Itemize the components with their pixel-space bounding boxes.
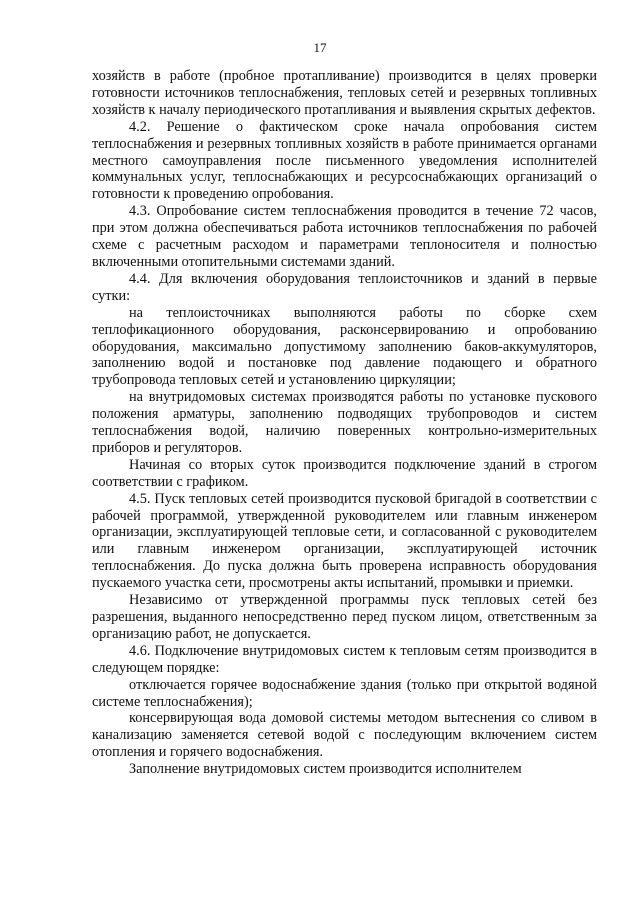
body-text [92, 68, 597, 778]
paragraph-permission: Независимо от утвержденной программы пуск тепловых сетей без разрешения, выданного непосредственно перед пуском лицом, ответственным за организацию работ, не допускается. [92, 592, 597, 642]
paragraph-hot-water-off: отключается горячее водоснабжение здания (только при открытой водяной системе теплоснабжения); [92, 676, 597, 710]
paragraph-second-day: Начиная со вторых суток производится подключение зданий в строгом соответствии с графиком. [92, 456, 597, 490]
paragraph-in-house-systems: на внутридомовых системах производятся работы по установке пускового положения арматуры, заполнению подводящих трубопроводов и систем теплоснабжения водой, наличию поверенных контрольно-измерительных приборов и регуляторов. [92, 389, 597, 456]
paragraph-4-6: 4.6. Подключение внутридомовых систем к тепловым сетям производится в следующем порядке: [92, 642, 597, 676]
paragraph-filling: Заполнение внутридомовых систем производится исполнителем [129, 761, 522, 778]
page-number: 17 [313, 40, 327, 55]
paragraph-4-2: 4.2. Решение о фактическом сроке начала опробования систем теплоснабжения и резервных топливных хозяйств в работе принимается органами местного самоуправления после письменного уведомления исполнителей коммунальных услуг, теплоснабжающих и ресурсоснабжающих организаций о готовности к проведению опробования. [92, 118, 597, 203]
paragraph-4-3: 4.3. Опробование систем теплоснабжения проводится в течение 72 часов, при этом должна обеспечиваться работа источников теплоснабжения по рабочей схеме с расчетным расходом и параметрами теплоносителя и полностью включенными отопительными системами зданий. [92, 203, 597, 270]
paragraph-4-4: 4.4. Для включения оборудования теплоисточников и зданий в первые сутки: [92, 270, 597, 304]
paragraph-preserving-water: консервирующая вода домовой системы методом вытеснения со сливом в канализацию заменяется сетевой водой с последующим включением систем отопления и горячего водоснабжения. [92, 710, 597, 761]
paragraph-heat-sources: на теплоисточниках выполняются работы по сборке схем теплофикационного оборудования, расконсервированию и опробованию оборудования, максимально допустимому заполнению баков-аккумуляторов, заполнению водой и постановке под давление подающего и обратного трубопровода тепловых сетей и установлению циркуляции; [92, 304, 597, 389]
paragraph-continuation: хозяйств в работе (пробное протапливание) производится в целях проверки готовности источников теплоснабжения, тепловых сетей и резервных топливных хозяйств к началу периодического протапливания и выявления скрытых дефектов. [92, 68, 597, 118]
paragraph-4-5: 4.5. Пуск тепловых сетей производится пусковой бригадой в соответствии с рабочей программой, утвержденной руководителем или главным инженером организации, эксплуатирующей тепловые сети, и согласованной с руководителем или главным инженером организации, эксплуатирующей источник теплоснабжения. До пуска должна быть проверена исправность оборудования пускаемого участка сети, просмотрены акты испытаний, промывки и приемки. [92, 490, 597, 592]
